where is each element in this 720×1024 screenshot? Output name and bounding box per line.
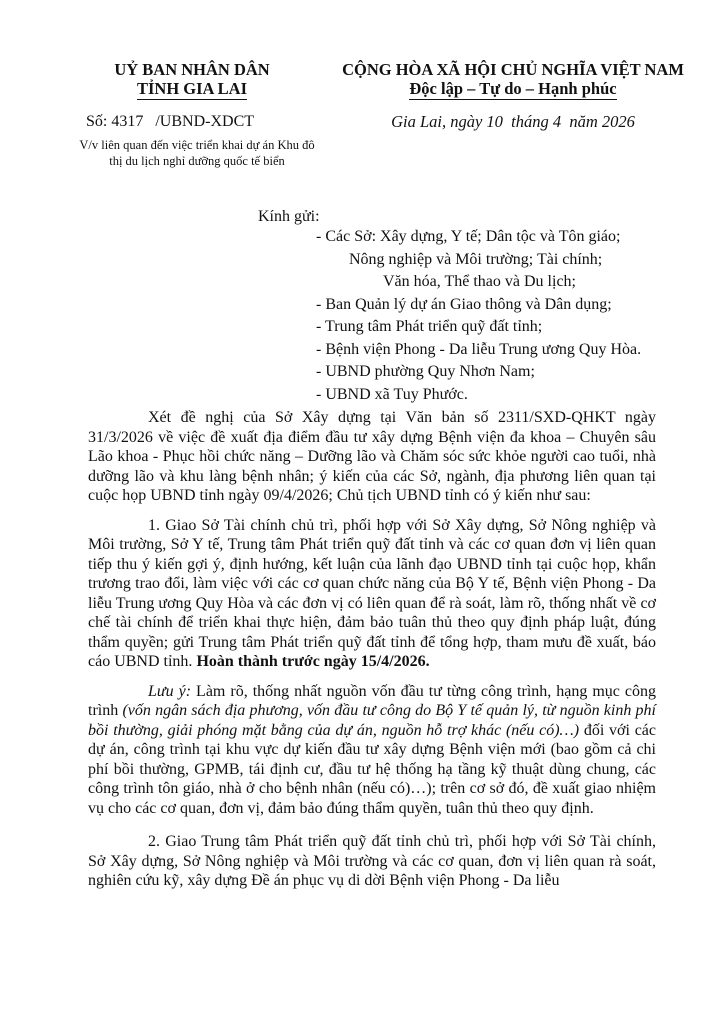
document-number: Số: 4317 /UBND-XDCT: [86, 113, 255, 130]
note-funding-sources: (vốn ngân sách địa phương, vốn đầu tư công do Bộ Y tế quản lý, từ nguồn kinh phí bồi thường, giải phóng mặt bằng của dự án, nguồn hỗ trợ khác (nếu có)…): [88, 702, 657, 739]
authority-line-1: UỶ BAN NHÂN DÂN: [114, 60, 270, 79]
note-label: Lưu ý:: [148, 682, 192, 700]
note-text-2: đối với các dự án, công trình tại khu vực dự kiến đầu tư xây dựng Bệnh viện mới (bao gồm cả chi phí bồi thường, GPMB, tái định cư, đầu tư hệ thống hạ tầng kỹ thuật dùng chung, các công trình tôn giáo, nhà ở cho bệnh nhân (nếu có)…); trên cơ sở đó, đề xuất giao nhiệm vụ cho các cơ quan, đơn vị, đảm bảo đúng thẩm quyền, tuân thủ theo quy định.: [88, 721, 657, 817]
recipient-line: - Các Sở: Xây dựng, Y tế; Dân tộc và Tôn giáo;: [316, 228, 621, 245]
motto: Độc lập – Tự do – Hạnh phúc: [409, 79, 617, 98]
recipient-line: Nông nghiệp và Môi trường; Tài chính;: [349, 250, 603, 268]
note-paragraph: [88, 682, 656, 819]
item-2-paragraph: 2. Giao Trung tâm Phát triển quỹ đất tỉnh chủ trì, phối hợp với Sở Tài chính, Sở Xây dựng, Sở Nông nghiệp và Môi trường và các cơ quan, đơn vị liên quan rà soát, nghiên cứu kỹ, xây dựng Đề án phục vụ di dời Bệnh viện Phong - Da liễu: [88, 833, 656, 889]
recipient-line: - Trung tâm Phát triển quỹ đất tỉnh;: [316, 318, 543, 335]
recipient-line: Văn hóa, Thể thao và Du lịch;: [383, 273, 576, 290]
note-text-1: Làm rõ, thống nhất nguồn vốn đầu tư từng công trình, hạng mục công trình: [88, 682, 657, 719]
recipient-line: - Bệnh viện Phong - Da liễu Trung ương Quy Hòa.: [316, 340, 642, 358]
recipients-list: [316, 226, 696, 406]
document-date: Gia Lai, ngày 10 tháng 4 năm 2026: [391, 112, 635, 131]
authority-line-2: TỈNH GIA LAI: [136, 79, 248, 98]
nation-name: CỘNG HÒA XÃ HỘI CHỦ NGHĨA VIỆT NAM: [342, 60, 684, 79]
document-subject: V/v liên quan đến việc triển khai dự án Khu đô thị du lịch nghỉ dưỡng quốc tế biển: [79, 138, 315, 168]
intro-paragraph: Xét đề nghị của Sở Xây dựng tại Văn bản số 2311/SXD-QHKT ngày 31/3/2026 về việc đề xuất địa điểm đầu tư xây dựng Bệnh viện đa khoa – Chuyên sâu Lão khoa - Phục hồi chức năng – Dưỡng lão và Chăm sóc sức khỏe người cao tuổi, nhà dưỡng lão và khu làng bệnh nhân; ý kiến của các Sở, ngành, địa phương liên quan tại cuộc họp UBND tỉnh ngày 09/4/2026; Chủ tịch UBND tỉnh có ý kiến như sau:: [88, 409, 656, 504]
recipients-label: Kính gửi:: [258, 208, 320, 225]
recipient-line: - UBND phường Quy Nhơn Nam;: [316, 363, 535, 380]
national-motto: [328, 60, 698, 100]
document-body: [88, 408, 656, 891]
item-1-text: 1. Giao Sở Tài chính chủ trì, phối hợp với Sở Xây dựng, Sở Nông nghiệp và Môi trường, Sở Y tế, Trung tâm Phát triển quỹ đất tỉnh và các cơ quan đơn vị liên quan tiếp thu ý kiến gợi ý, định hướng, kết luận của lãnh đạo UBND tỉnh tại cuộc họp, khẩn trương trao đổi, làm việc với các cơ quan chức năng của Bộ Y tế, Bệnh viện Phong - Da liễu Trung ương Quy Hòa và các đơn vị có liên quan để rà soát, làm rõ, thống nhất về cơ chế tài chính để triển khai thực hiện, đảm bảo tuân thủ theo quy định pháp luật, đúng thẩm quyền; gửi Trung tâm Phát triển quỹ đất tỉnh để tổng hợp, tham mưu đề xuất, báo cáo UBND tỉnh.: [88, 516, 656, 670]
item-1-deadline: Hoàn thành trước ngày 15/4/2026.: [196, 653, 430, 670]
recipient-line: - Ban Quản lý dự án Giao thông và Dân dụng;: [316, 295, 612, 313]
issuing-authority: [82, 60, 302, 100]
item-1-paragraph: [88, 516, 656, 672]
recipient-line: - UBND xã Tuy Phước.: [316, 385, 468, 403]
